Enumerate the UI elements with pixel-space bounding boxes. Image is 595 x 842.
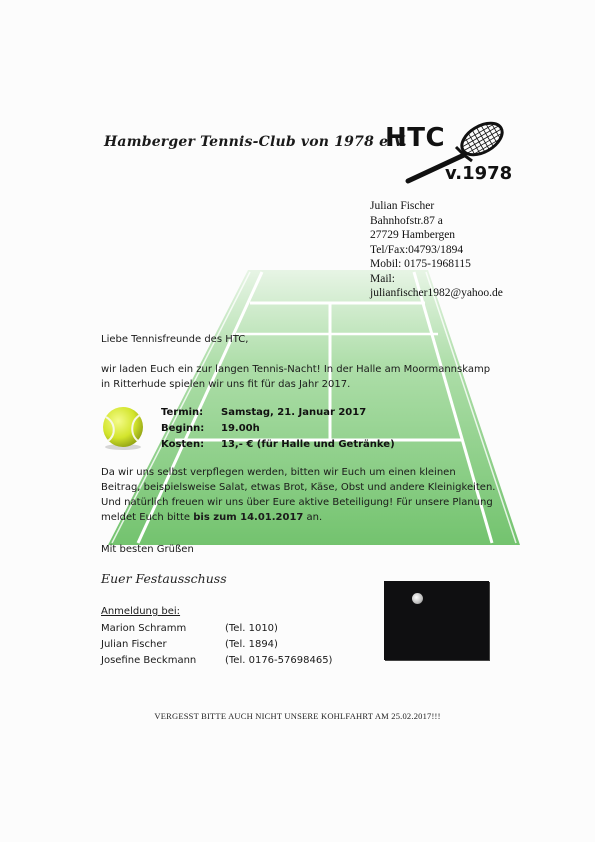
registration-phone: (Tel. 1894) — [225, 639, 278, 650]
event-details — [161, 405, 395, 453]
footer-note: VERGESST BITTE AUCH NICHT UNSERE KOHLFAHRT AM 25.02.2017!!! — [154, 711, 441, 721]
registration-row — [101, 637, 332, 653]
registration-phone: (Tel. 1010) — [225, 623, 278, 634]
registration-list — [101, 604, 332, 669]
deadline-suffix: an. — [303, 512, 323, 523]
detail-label: Termin: — [161, 407, 204, 418]
registration-heading: Anmeldung bei: — [101, 606, 181, 617]
paragraph-line: Beitrag, beispielsweise Salat, etwas Brot, Käse, Obst und andere Kleinigkeiten. — [101, 482, 496, 493]
closing: Mit besten Grüßen — [101, 544, 194, 555]
registration-name: Julian Fischer — [101, 639, 167, 650]
registration-row — [101, 621, 332, 637]
club-name: Hamberger Tennis-Club von 1978 e.V. — [104, 134, 407, 150]
club-logo — [385, 115, 513, 195]
contact-city: 27729 Hambergen — [370, 229, 456, 241]
registration-name: Josefine Beckmann — [101, 655, 197, 666]
intro-line: wir laden Euch ein zur langen Tennis-Nacht! In der Halle am Moormannskamp — [101, 364, 491, 375]
registration-name: Marion Schramm — [101, 623, 187, 634]
logo-abbreviation: HTC — [385, 123, 446, 153]
deadline-date: bis zum 14.01.2017 — [193, 512, 304, 523]
contact-tel-fax: Tel/Fax:04793/1894 — [370, 243, 464, 256]
contact-street: Bahnhofstr.87 a — [370, 214, 443, 227]
contact-address — [370, 199, 503, 301]
request-paragraph — [101, 465, 495, 525]
detail-label: Beginn: — [161, 423, 205, 434]
contact-name: Julian Fischer — [370, 200, 435, 212]
tennis-ball-icon — [100, 405, 146, 451]
detail-value: Samstag, 21. Januar 2017 — [221, 407, 367, 418]
detail-row — [161, 405, 395, 421]
detail-label: Kosten: — [161, 439, 205, 450]
paragraph-line — [101, 510, 495, 525]
paragraph-line: Da wir uns selbst verpflegen werden, bitten wir Euch um einen kleinen — [101, 467, 456, 478]
registration-phone: (Tel. 0176-57698465) — [225, 655, 333, 666]
signature: Euer Festausschuss — [101, 571, 227, 586]
registration-row — [101, 653, 332, 669]
intro-paragraph — [101, 362, 490, 392]
intro-line: in Ritterhude spielen wir uns fit für das Jahr 2017. — [101, 379, 351, 390]
detail-row — [161, 437, 395, 453]
detail-value: 19.00h — [221, 423, 260, 434]
deadline-prefix: meldet Euch bitte — [101, 512, 194, 523]
dark-photo — [384, 581, 489, 660]
contact-mobile: Mobil: 0175-1968115 — [370, 258, 471, 270]
logo-year: v.1978 — [445, 163, 513, 184]
contact-email: julianfischer1982@yahoo.de — [370, 287, 503, 299]
detail-row — [161, 421, 395, 437]
detail-value: 13,- € (für Halle und Getränke) — [221, 439, 395, 450]
light-spot — [412, 593, 423, 604]
greeting: Liebe Tennisfreunde des HTC, — [101, 334, 249, 345]
paragraph-line: Und natürlich freuen wir uns über Eure aktive Beteiligung! Für unsere Planung — [101, 497, 493, 508]
contact-mail-label: Mail: — [370, 272, 395, 285]
